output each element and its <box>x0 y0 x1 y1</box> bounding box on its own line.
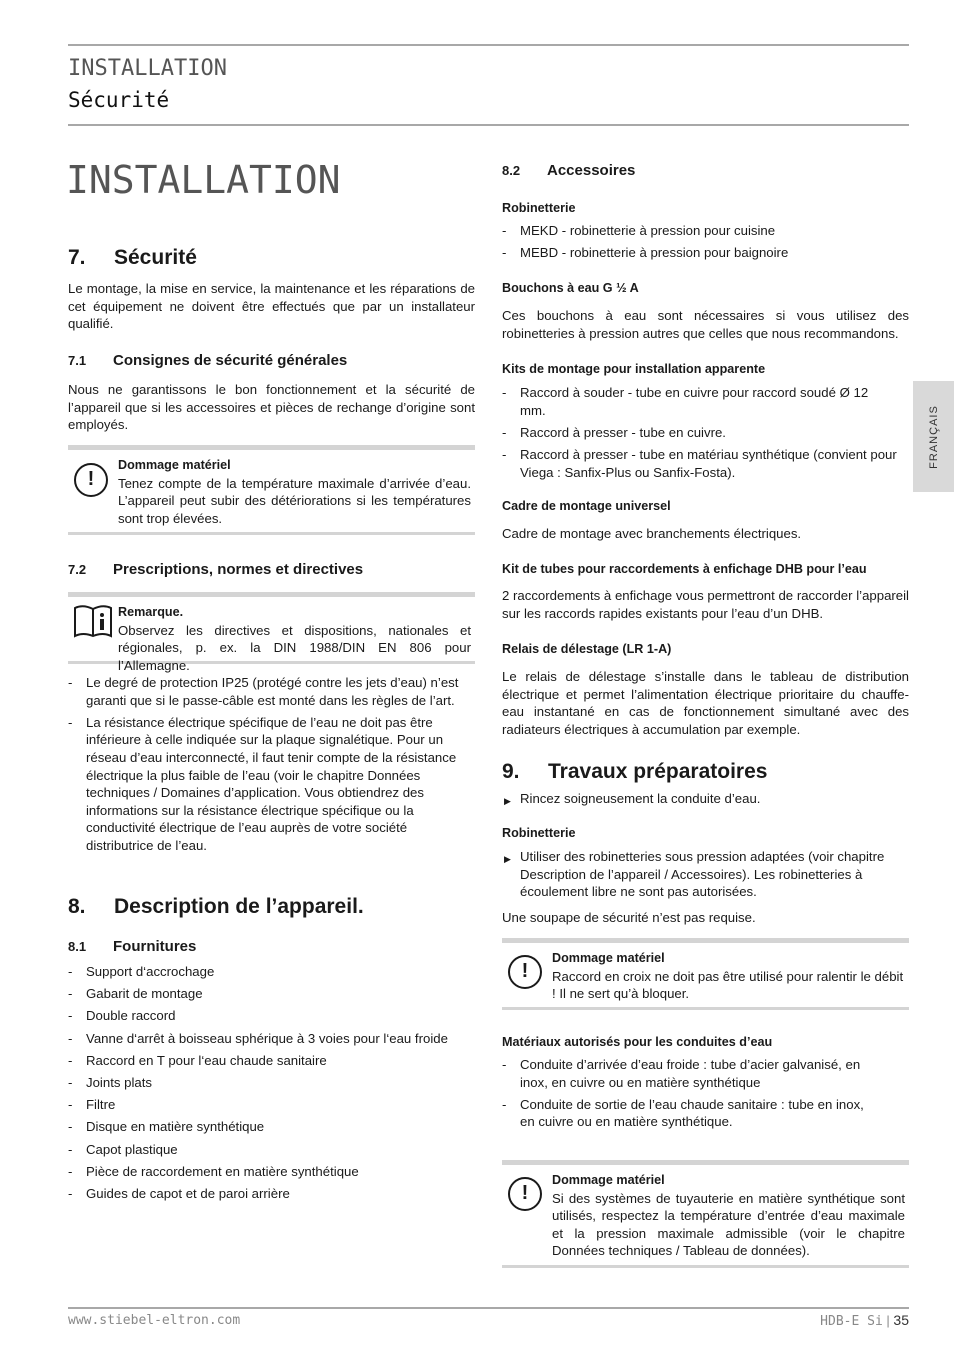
list-item: - Le degré de protection IP25 (protégé contre les jets d’eau) n’est garanti que si le passe-câble est monté dans les règles de l’art. <box>68 674 468 709</box>
section-number: 7.1 <box>68 353 87 368</box>
section-7-2-heading <box>68 561 363 578</box>
subheading-bouchons: Bouchons à eau G ½ A <box>502 281 639 295</box>
section-7-1-heading <box>68 352 347 369</box>
warning-title: Dommage matériel <box>552 1173 665 1187</box>
kit-dhb-text: 2 raccordements à enfichage vous permettront de raccorder l’appareil sur les raccords rapides existants pour l’eau d’un DHB. <box>502 588 909 621</box>
header-bottom-rule <box>68 124 909 126</box>
footer-page-info <box>820 1312 909 1329</box>
footer-website-link[interactable]: www.stiebel-eltron.com <box>68 1313 241 1328</box>
list-item: - MEKD - robinetterie à pression pour cuisine <box>502 222 902 240</box>
list-item: - Joints plats <box>68 1074 468 1092</box>
footer-product: HDB-E Si <box>820 1314 883 1329</box>
list-item: - Raccord à souder - tube en cuivre pour raccord soudé Ø 12 mm. <box>502 384 902 419</box>
warning-title: Dommage matériel <box>552 951 665 965</box>
section-8-2-heading <box>502 162 635 179</box>
footer-page-number: 35 <box>893 1312 909 1328</box>
header-subsection: Sécurité <box>68 88 170 112</box>
note-text: Observez les directives et dispositions, nationales et régionales, p. ex. la DIN 1988/DIN EN 806 pour l’Allemagne. <box>118 622 471 673</box>
list-item: - MEBD - robinetterie à pression pour baignoire <box>502 244 902 262</box>
language-tab <box>913 381 954 492</box>
section-8-heading <box>68 895 364 919</box>
warning-content <box>552 1171 905 1260</box>
subheading-cadre: Cadre de montage universel <box>502 499 671 513</box>
kits-list <box>502 384 902 486</box>
list-item: - Raccord à presser - tube en matériau synthétique (convient pour Viega : Sanfix-Plus ou Sanfix-Fosta). <box>502 446 902 481</box>
warning-icon: ! <box>508 955 542 989</box>
list-item: - Conduite de sortie de l’eau chaude sanitaire : tube en inox, en cuivre ou en matière synthétique. <box>502 1096 902 1131</box>
subheading-robinetterie-2: Robinetterie <box>502 826 576 840</box>
list-item: - Gabarit de montage <box>68 985 468 1003</box>
section-title: Fournitures <box>113 938 197 955</box>
header-top-rule <box>68 44 909 46</box>
list-item: - Pièce de raccordement en matière synthétique <box>68 1163 468 1181</box>
list-item: - Support d‘accrochage <box>68 963 468 981</box>
warning-icon: ! <box>508 1177 542 1211</box>
section-title: Travaux préparatoires <box>548 760 768 783</box>
list-item: - Raccord à presser - tube en cuivre. <box>502 424 902 442</box>
warning-box-3 <box>502 1160 909 1268</box>
section-title: Prescriptions, normes et directives <box>113 561 364 578</box>
subheading-relais: Relais de délestage (LR 1-A) <box>502 642 672 656</box>
warning-title: Dommage matériel <box>118 458 231 472</box>
warning-text: Si des systèmes de tuyauterie en matière synthétique sont utilisés, respectez la température d’entrée d’eau maximale et la pression maximale admissible (voir le chapitre Données techniques / Tableau de données). <box>552 1190 905 1259</box>
footer-rule <box>68 1307 909 1309</box>
section-number: 9. <box>502 760 520 783</box>
warning-text: Tenez compte de la température maximale d’arrivée d’eau. L’appareil peut subir des détériorations si les températures sont trop élevées. <box>118 475 471 526</box>
note-box <box>68 592 475 673</box>
subheading-kits: Kits de montage pour installation apparente <box>502 362 766 376</box>
list-item: - Filtre <box>68 1096 468 1114</box>
section-9-steps <box>502 790 902 808</box>
robinetterie-list <box>502 222 902 266</box>
cadre-text: Cadre de montage avec branchements électriques. <box>502 526 802 541</box>
page-title: INSTALLATION <box>66 158 341 202</box>
list-item: - Conduite d’arrivée d’eau froide : tube d’acier galvanisé, en inox, en cuivre ou en matière synthétique <box>502 1056 902 1091</box>
section-9-heading <box>502 760 767 784</box>
list-item: - Vanne d‘arrêt à boisseau sphérique à 3 voies pour l‘eau froide <box>68 1030 468 1048</box>
section-7-2-list <box>68 674 468 859</box>
list-item: - Double raccord <box>68 1007 468 1025</box>
section-title: Accessoires <box>547 162 636 179</box>
section-7-1-text: Nous ne garantissons le bon fonctionnement et la sécurité de l’appareil que si les accessoires et pièces de rechange d’origine sont employés. <box>68 382 475 433</box>
robinetterie-steps <box>502 848 897 901</box>
section-title: Consignes de sécurité générales <box>113 352 348 369</box>
warning-box-2 <box>502 938 909 1010</box>
materiaux-list <box>502 1056 902 1136</box>
step-item: ▶ Utiliser des robinetteries sous pression adaptées (voir chapitre Description de l’appareil / Accessoires). Les robinetteries à écoulement libre ne sont pas autorisées. <box>502 848 897 901</box>
warning-box-1 <box>68 445 475 535</box>
soupape-text: Une soupape de sécurité n’est pas requise. <box>502 910 756 925</box>
subheading-materiaux: Matériaux autorisés pour les conduites d’eau <box>502 1035 773 1049</box>
note-content <box>118 603 471 674</box>
header-section: INSTALLATION <box>68 56 227 81</box>
bouchons-text: Ces bouchons à eau sont nécessaires si vous utilisez des robinetteries à pression autres que celles que nous recommandons. <box>502 308 909 341</box>
warning-icon: ! <box>74 463 108 497</box>
note-title: Remarque. <box>118 605 184 619</box>
warning-text: Raccord en croix ne doit pas être utilisé pour ralentir le débit ! Il ne sert qu’à bloquer. <box>552 968 904 1002</box>
list-item: - Raccord en T pour l‘eau chaude sanitaire <box>68 1052 468 1070</box>
section-number: 7. <box>68 246 86 269</box>
list-item: - La résistance électrique spécifique de l’eau ne doit pas être inférieure à celle indiquée sur la plaque signalétique. Pour un réseau d’eau interconnecté, il faut tenir compte de la résistance électrique la plus faible de l’eau (voir le chapitre Données techniques / Domaines d’application. Vous obtiendrez des informations sur la résistance électrique spécifique ou la conductivité électrique de l’eau auprès de votre société distributrice de l’eau. <box>68 714 468 855</box>
section-title: Description de l’appareil. <box>114 895 364 918</box>
list-item: - Capot plastique <box>68 1141 468 1159</box>
language-tab-label: FRANÇAIS <box>927 404 940 469</box>
section-8-1-list <box>68 963 468 1207</box>
section-number: 8.1 <box>68 939 87 954</box>
section-7-text: Le montage, la mise en service, la maintenance et les réparations de cet équipement ne doivent être effectués que par un installateur qualifié. <box>68 281 475 332</box>
subheading-kit-dhb: Kit de tubes pour raccordements à enfichage DHB pour l’eau <box>502 562 867 576</box>
warning-content <box>118 456 471 527</box>
section-8-1-heading <box>68 938 196 955</box>
section-7-heading <box>68 246 197 270</box>
relais-text: Le relais de délestage s’installe dans le tableau de distribution électrique et permet l’alimentation électrique prioritaire du chauffe-eau instantané en cas de fonctionnement simultané avec des radiateurs électriques à accumulation par exemple. <box>502 669 909 737</box>
step-item: ▶ Rincez soigneusement la conduite d’eau. <box>502 790 902 808</box>
warning-content <box>552 949 905 1003</box>
subheading-robinetterie: Robinetterie <box>502 201 576 215</box>
section-number: 8. <box>68 895 86 918</box>
section-number: 8.2 <box>502 163 521 178</box>
section-number: 7.2 <box>68 562 87 577</box>
footer-separator: | <box>886 1313 894 1328</box>
section-title: Sécurité <box>114 246 197 269</box>
list-item: - Guides de capot et de paroi arrière <box>68 1185 468 1203</box>
list-item: - Disque en matière synthétique <box>68 1118 468 1136</box>
info-book-icon <box>72 604 114 638</box>
